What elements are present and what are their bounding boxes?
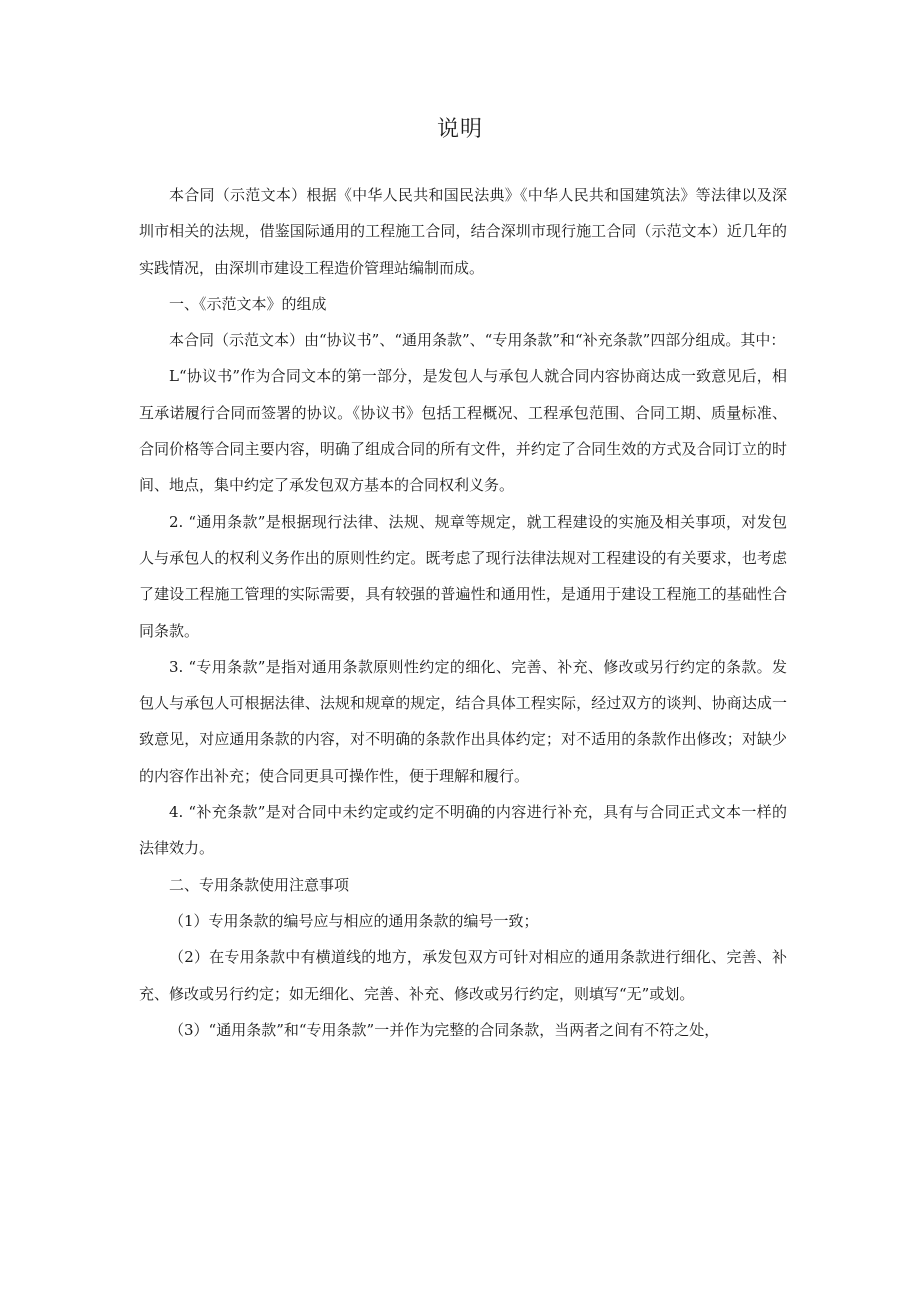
item-special-terms-paragraph: 3. “专用条款”是指对通用条款原则性约定的细化、完善、补充、修改或另行约定的条款。发包人与承包人可根据法律、法规和规章的规定，结合具体工程实际，经过双方的谈判、协商达成一致意见，对应通用条款的内容，对不明确的条款作出具体约定；对不适用的条款作出修改；对缺少的内容作出补充；使合同更具可操作性，便于理解和履行。 <box>139 657 787 785</box>
item-supplementary-terms-paragraph: 4. “补充条款”是对合同中未约定或约定不明确的内容进行补充，具有与合同正式文本一样的法律效力。 <box>139 803 787 858</box>
page-title: 说明 <box>436 117 483 142</box>
intro-paragraph: 本合同（示范文本）根据《中华人民共和国民法典》《中华人民共和国建筑法》等法律以及深圳市相关的法规，借鉴国际通用的工程施工合同，结合深圳市现行施工合同（示范文本）近几年的实践情况，由深圳市建设工程造价管理站编制而成。 <box>139 186 787 277</box>
note-3-paragraph: （3）“通用条款”和“专用条款”一并作为完整的合同条款，当两者之间有不符之处， <box>169 1020 720 1039</box>
note-1-paragraph: （1）专用条款的编号应与相应的通用条款的编号一致； <box>169 911 539 930</box>
composition-paragraph: 本合同（示范文本）由“协议书”、“通用条款”、“专用条款”和“补充条款”四部分组成。其中： <box>169 331 786 350</box>
document-body <box>139 177 787 1048</box>
section-heading-composition: 一、《示范文本》的组成 <box>169 294 327 313</box>
item-agreement-paragraph: L“协议书”作为合同文本的第一部分，是发包人与承包人就合同内容协商达成一致意见后，相互承诺履行合同而签署的协议。《协议书》包括工程概况、工程承包范围、合同工期、质量标准、合同价格等合同主要内容，明确了组成合同的所有文件，并约定了合同生效的方式及合同订立的时间、地点，集中约定了承发包双方基本的合同权利义务。 <box>139 367 787 495</box>
section-heading-usage-notes: 二、专用条款使用注意事项 <box>169 875 350 894</box>
item-general-terms-paragraph: 2. “通用条款”是根据现行法律、法规、规章等规定，就工程建设的实施及相关事项，对发包人与承包人的权利义务作出的原则性约定。既考虑了现行法律法规对工程建设的有关要求，也考虑了建设工程施工管理的实际需要，具有较强的普遍性和通用性，是通用于建设工程施工的基础性合同条款。 <box>139 512 787 640</box>
note-2-paragraph: （2）在专用条款中有横道线的地方，承发包双方可针对相应的通用条款进行细化、完善、补充、修改或另行约定；如无细化、完善、补充、修改或另行约定，则填写“无”或划。 <box>139 948 787 1003</box>
